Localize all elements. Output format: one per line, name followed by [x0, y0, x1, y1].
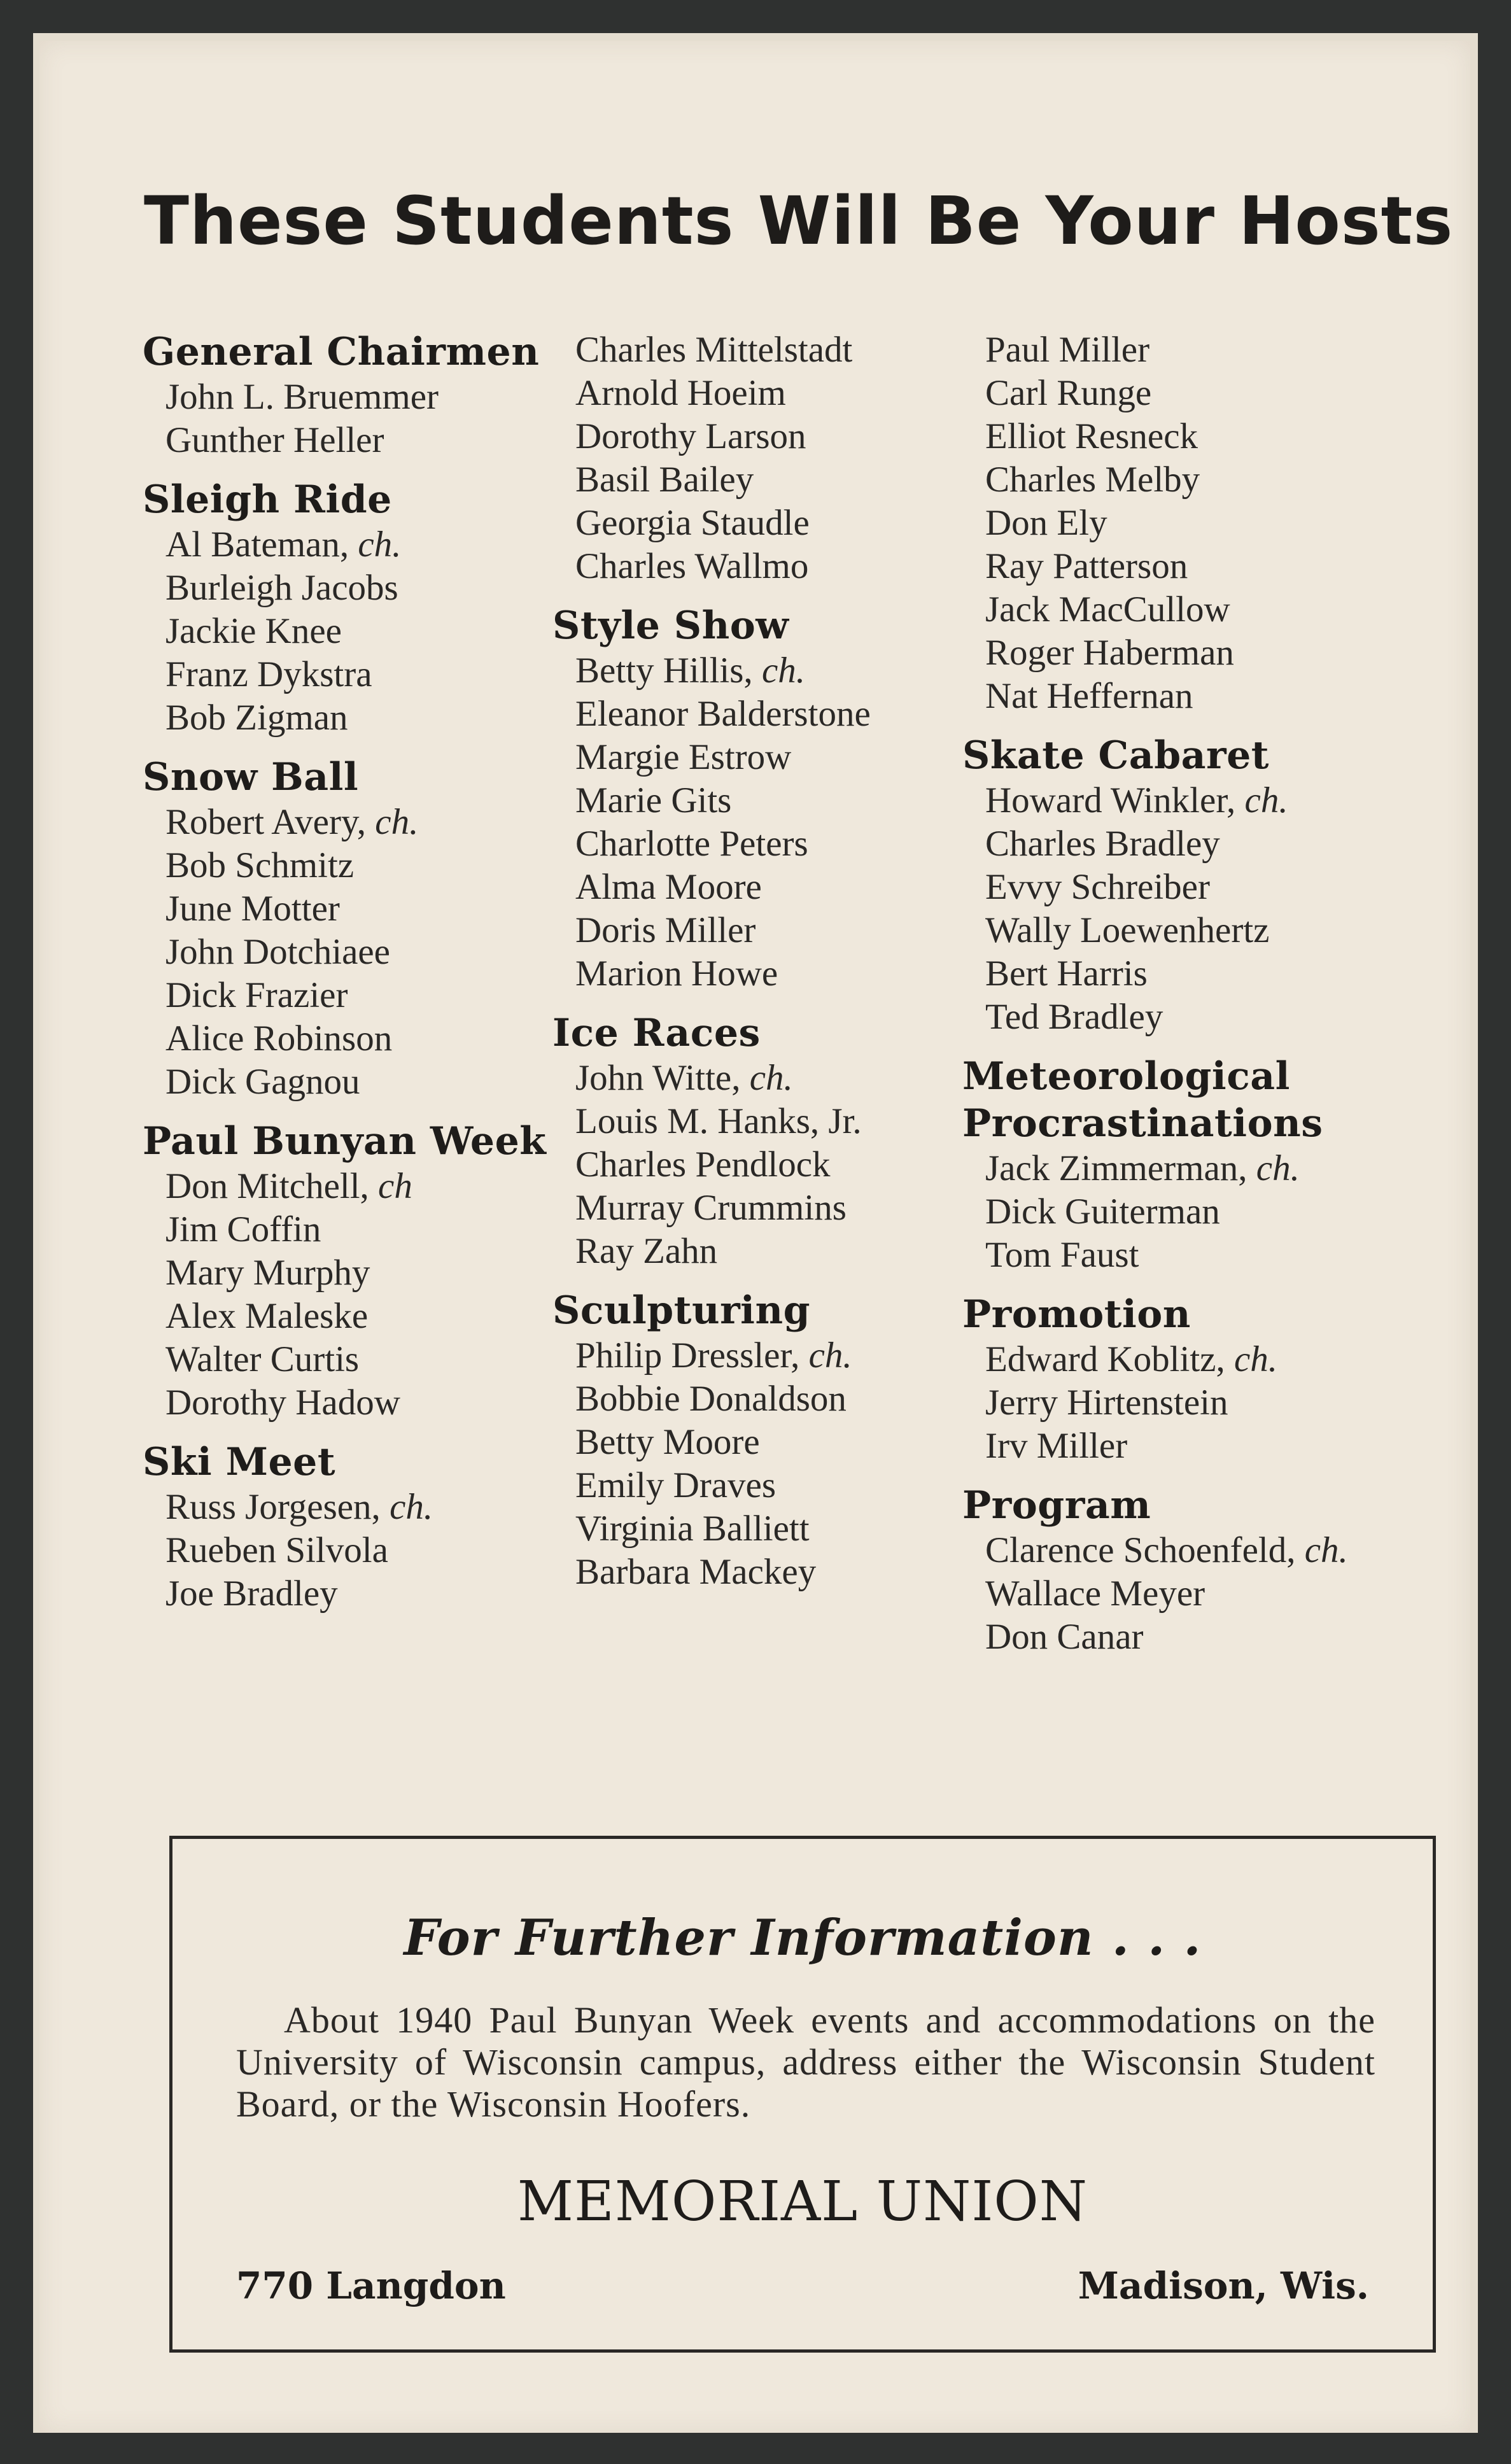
member-name: Elliot Resneck	[985, 416, 1198, 456]
member-item	[165, 801, 582, 844]
committee-title: Paul Bunyan Week	[143, 1119, 547, 1164]
member-list	[552, 328, 992, 588]
member-name: Mary Murphy	[165, 1253, 370, 1293]
member-name: Al Bateman,	[165, 524, 349, 565]
chair-role: ch.	[1233, 1339, 1278, 1379]
further-information-box	[169, 1836, 1436, 2353]
column-2	[552, 328, 992, 1608]
member-list	[962, 779, 1446, 1039]
member-item	[985, 1338, 1446, 1381]
member-item	[165, 887, 582, 931]
member-name: Charles Pendlock	[575, 1144, 831, 1185]
member-name: Louis M. Hanks, Jr.	[575, 1101, 862, 1141]
member-name: Dorothy Hadow	[165, 1383, 400, 1423]
committee-meteorological-procrastinations	[962, 1053, 1446, 1277]
column-3	[962, 328, 1446, 1673]
member-item	[575, 1464, 992, 1507]
member-item	[165, 1381, 582, 1425]
member-name: Clarence Schoenfeld,	[985, 1530, 1296, 1570]
committee-paul-bunyan-week	[143, 1118, 582, 1425]
member-name: Betty Moore	[575, 1422, 760, 1462]
member-item	[575, 545, 992, 588]
committee-ice-races	[552, 1010, 992, 1273]
member-item	[165, 696, 582, 740]
chair-role: ch.	[749, 1058, 793, 1098]
member-name: Gunther Heller	[165, 420, 384, 460]
member-item	[165, 523, 582, 567]
info-heading: For Further Information . . .	[404, 1909, 1202, 1967]
member-name: Arnold Hoeim	[575, 373, 786, 413]
member-list	[143, 1165, 582, 1425]
member-name: Bobbie Donaldson	[575, 1379, 847, 1419]
member-name: Jim Coffin	[165, 1209, 321, 1250]
committee-general-chairmen	[143, 328, 582, 462]
document-page	[39, 41, 1470, 2433]
chair-role: ch.	[808, 1335, 852, 1376]
member-item	[985, 1381, 1446, 1425]
member-name: John Dotchiaee	[165, 932, 390, 972]
member-list	[552, 1334, 992, 1594]
member-name: Bob Zigman	[165, 698, 348, 738]
committee-title: Style Show	[552, 603, 789, 648]
member-item	[165, 419, 582, 462]
member-name: Russ Jorgesen,	[165, 1487, 381, 1527]
member-name: Dorothy Larson	[575, 416, 806, 456]
chair-role: ch.	[1256, 1148, 1300, 1188]
member-item	[575, 1551, 992, 1594]
member-name: Ray Patterson	[985, 546, 1188, 586]
member-name: John L. Bruemmer	[165, 377, 439, 417]
member-item	[165, 931, 582, 974]
member-name: Irv Miller	[985, 1426, 1128, 1466]
member-name: Wallace Meyer	[985, 1573, 1205, 1614]
committee-title: Meteorological Procrastinations	[962, 1054, 1323, 1146]
member-name: Barbara Mackey	[575, 1552, 817, 1592]
committee-continued	[552, 328, 992, 588]
member-name: Nat Heffernan	[985, 676, 1193, 716]
member-item	[165, 974, 582, 1017]
member-name: Jack Zimmerman,	[985, 1148, 1247, 1188]
member-item	[575, 693, 992, 736]
member-list	[962, 1529, 1446, 1659]
member-item	[985, 1616, 1446, 1659]
member-item	[575, 1421, 992, 1464]
member-name: John Witte,	[575, 1058, 741, 1098]
committee-title: Sculpturing	[552, 1288, 811, 1333]
member-name: Evvy Schreiber	[985, 867, 1210, 907]
committee-promotion	[962, 1291, 1446, 1468]
member-name: Rueben Silvola	[165, 1530, 388, 1570]
member-name: Philip Dressler,	[575, 1335, 800, 1376]
member-name: Tom Faust	[985, 1235, 1139, 1275]
member-item	[575, 779, 992, 822]
member-name: Murray Crummins	[575, 1188, 847, 1228]
member-item	[575, 822, 992, 866]
member-item	[985, 502, 1446, 545]
member-list	[962, 1338, 1446, 1468]
member-item	[985, 779, 1446, 822]
chair-role: ch.	[375, 802, 419, 842]
member-name: Jerry Hirtenstein	[985, 1383, 1228, 1423]
member-item	[575, 1100, 992, 1143]
member-name: Alma Moore	[575, 867, 762, 907]
member-name: Margie Estrow	[575, 737, 792, 777]
member-item	[575, 1186, 992, 1230]
member-name: Basil Bailey	[575, 460, 754, 500]
street-address: 770 Langdon	[236, 2264, 506, 2307]
member-name: Charles Mittelstadt	[575, 330, 853, 370]
member-item	[985, 545, 1446, 588]
member-list	[143, 801, 582, 1104]
member-item	[575, 1230, 992, 1273]
member-name: Robert Avery,	[165, 802, 367, 842]
member-name: Marion Howe	[575, 954, 778, 994]
committee-sculpturing	[552, 1287, 992, 1594]
member-name: Alice Robinson	[165, 1018, 393, 1059]
member-item	[985, 952, 1446, 996]
member-list	[143, 376, 582, 462]
member-name: Wally Loewenhertz	[985, 910, 1270, 950]
member-name: Paul Miller	[985, 330, 1150, 370]
member-item	[165, 1338, 582, 1381]
member-item	[985, 631, 1446, 675]
member-name: June Motter	[165, 889, 340, 929]
member-item	[985, 1572, 1446, 1616]
member-list	[962, 328, 1446, 718]
member-list	[552, 649, 992, 996]
member-item	[575, 502, 992, 545]
member-item	[985, 1147, 1446, 1190]
member-name: Ted Bradley	[985, 997, 1163, 1037]
member-item	[575, 415, 992, 458]
committee-program	[962, 1482, 1446, 1659]
member-name: Charles Wallmo	[575, 546, 809, 586]
committee-title: Promotion	[962, 1292, 1191, 1337]
member-item	[575, 866, 992, 909]
committee-snow-ball	[143, 754, 582, 1104]
member-list	[143, 523, 582, 740]
member-item	[985, 1529, 1446, 1572]
member-item	[575, 1507, 992, 1551]
member-list	[143, 1486, 582, 1616]
member-name: Bert Harris	[985, 954, 1148, 994]
member-item	[575, 1143, 992, 1186]
member-name: Don Ely	[985, 503, 1107, 543]
member-name: Dick Guiterman	[985, 1192, 1220, 1232]
chair-role: ch	[378, 1166, 412, 1206]
committee-title: Snow Ball	[143, 755, 359, 799]
member-item	[165, 1572, 582, 1616]
member-name: Jack MacCullow	[985, 589, 1230, 630]
member-name: Don Canar	[985, 1617, 1144, 1657]
member-item	[165, 610, 582, 653]
member-name: Dick Frazier	[165, 975, 348, 1015]
member-item	[165, 376, 582, 419]
member-item	[165, 1486, 582, 1529]
member-item	[985, 1425, 1446, 1468]
member-name: Ray Zahn	[575, 1231, 718, 1271]
column-1	[143, 328, 582, 1630]
member-name: Virginia Balliett	[575, 1509, 810, 1549]
member-name: Edward Koblitz,	[985, 1339, 1225, 1379]
committee-title: General Chairmen	[143, 330, 540, 374]
committee-continued	[962, 328, 1446, 718]
committee-style-show	[552, 602, 992, 996]
committee-skate-cabaret	[962, 732, 1446, 1039]
member-item	[575, 736, 992, 779]
member-item	[985, 996, 1446, 1039]
member-name: Dick Gagnou	[165, 1062, 360, 1102]
member-item	[575, 952, 992, 996]
member-item	[985, 372, 1446, 415]
info-body: About 1940 Paul Bunyan Week events and accommodations on the University of Wisconsin campus, address either the Wisconsin Student Board, or the Wisconsin Hoofers.	[236, 1999, 1375, 2125]
member-item	[575, 1377, 992, 1421]
member-name: Jackie Knee	[165, 611, 342, 651]
member-name: Don Mitchell,	[165, 1166, 369, 1206]
member-item	[165, 1529, 582, 1572]
member-item	[985, 822, 1446, 866]
member-name: Marie Gits	[575, 780, 732, 820]
member-item	[165, 1295, 582, 1338]
member-item	[575, 372, 992, 415]
committee-title: Ice Races	[552, 1011, 761, 1055]
member-item	[165, 1208, 582, 1251]
member-item	[165, 653, 582, 696]
member-name: Joe Bradley	[165, 1573, 338, 1614]
member-name: Bob Schmitz	[165, 845, 355, 885]
member-name: Doris Miller	[575, 910, 756, 950]
chair-role: ch.	[1244, 780, 1288, 820]
member-item	[985, 458, 1446, 502]
member-item	[985, 1234, 1446, 1277]
member-item	[165, 1017, 582, 1060]
member-item	[985, 588, 1446, 631]
member-list	[962, 1147, 1446, 1277]
member-item	[985, 909, 1446, 952]
member-name: Betty Hillis,	[575, 651, 753, 691]
member-item	[165, 844, 582, 887]
member-name: Eleanor Balderstone	[575, 694, 871, 734]
committee-title: Ski Meet	[143, 1440, 336, 1484]
member-item	[985, 1190, 1446, 1234]
member-item	[165, 567, 582, 610]
member-name: Franz Dykstra	[165, 654, 372, 694]
chair-role: ch.	[358, 524, 402, 565]
member-item	[985, 866, 1446, 909]
member-name: Georgia Staudle	[575, 503, 810, 543]
page-title: These Students Will Be Your Hosts	[144, 182, 1454, 260]
member-item	[575, 1334, 992, 1377]
member-name: Charlotte Peters	[575, 824, 808, 864]
member-item	[575, 1057, 992, 1100]
member-name: Carl Runge	[985, 373, 1152, 413]
chair-role: ch.	[761, 651, 805, 691]
chair-role: ch.	[390, 1487, 433, 1527]
member-item	[985, 415, 1446, 458]
member-name: Emily Draves	[575, 1465, 777, 1505]
committee-title: Sleigh Ride	[143, 477, 392, 522]
member-name: Roger Haberman	[985, 633, 1234, 673]
member-item	[575, 328, 992, 372]
organization-name: MEMORIAL UNION	[517, 2170, 1088, 2234]
member-item	[165, 1060, 582, 1104]
member-item	[985, 328, 1446, 372]
member-item	[575, 649, 992, 693]
member-name: Charles Melby	[985, 460, 1200, 500]
member-item	[165, 1165, 582, 1208]
member-name: Charles Bradley	[985, 824, 1220, 864]
committee-title: Skate Cabaret	[962, 733, 1270, 778]
member-item	[575, 909, 992, 952]
member-name: Alex Maleske	[165, 1296, 369, 1336]
committee-title: Program	[962, 1483, 1151, 1528]
member-name: Howard Winkler,	[985, 780, 1236, 820]
member-name: Walter Curtis	[165, 1339, 360, 1379]
committee-sleigh-ride	[143, 476, 582, 740]
member-name: Burleigh Jacobs	[165, 568, 398, 608]
member-item	[165, 1251, 582, 1295]
member-item	[985, 675, 1446, 718]
committee-ski-meet	[143, 1439, 582, 1616]
city-address: Madison, Wis.	[1078, 2264, 1369, 2307]
chair-role: ch.	[1304, 1530, 1348, 1570]
member-list	[552, 1057, 992, 1273]
member-item	[575, 458, 992, 502]
